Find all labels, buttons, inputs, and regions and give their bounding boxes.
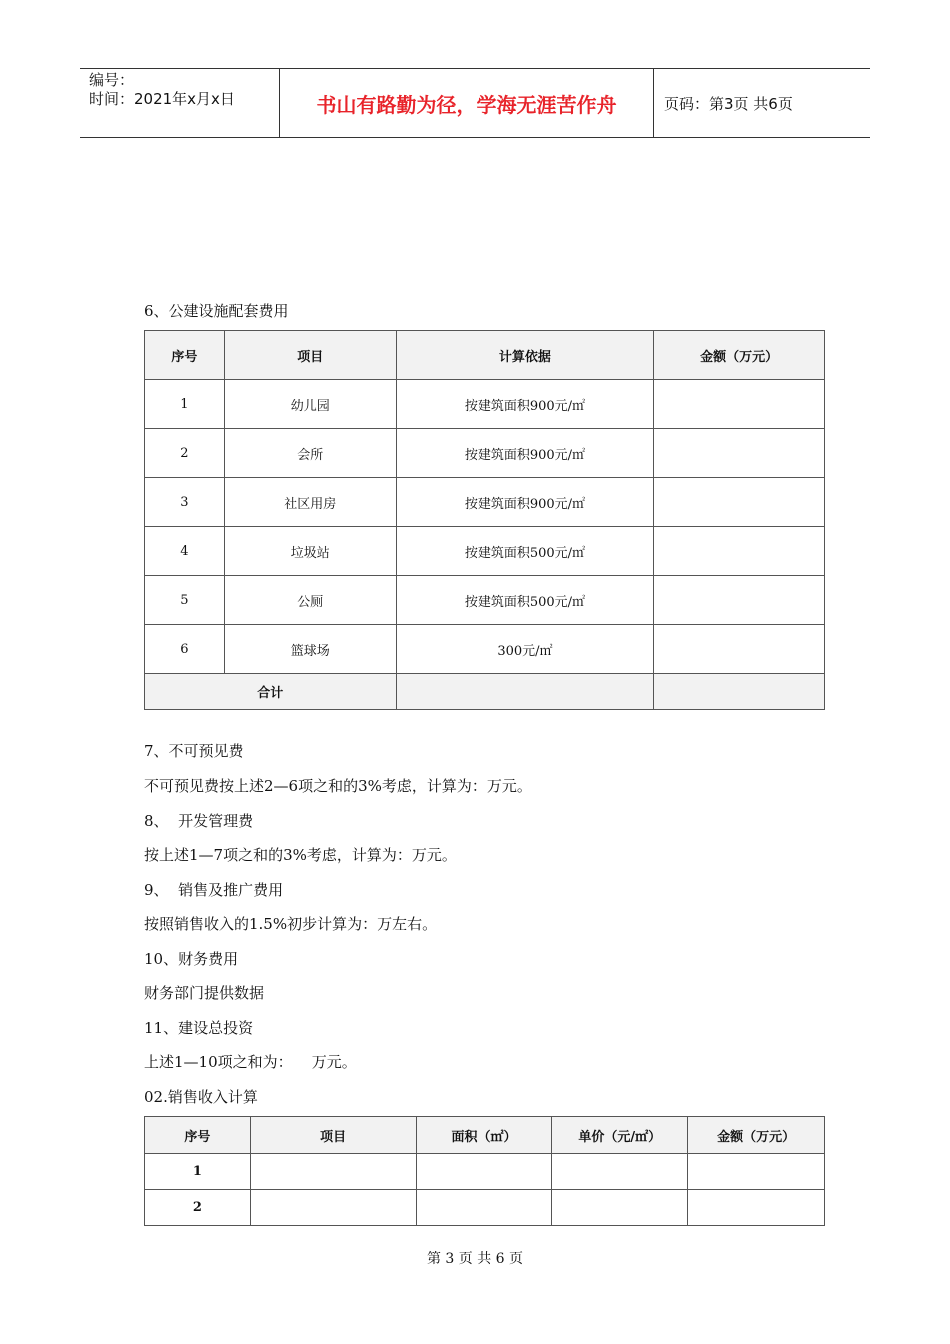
table-row: [145, 1154, 825, 1190]
row-basis: 按建筑面积500元/㎡: [396, 576, 654, 625]
col-header: 项目: [250, 1117, 416, 1154]
para-10-text: 财务部门提供数据: [144, 984, 265, 1002]
row-no: 1: [145, 1154, 251, 1190]
para-8-text: 按上述1—7项之和的3%考虑，计算为：万元。: [144, 846, 457, 864]
total-basis: [396, 674, 654, 710]
row-no: 6: [145, 625, 225, 674]
row-area: [416, 1154, 552, 1190]
row-no: 2: [145, 429, 225, 478]
row-amount: [654, 429, 825, 478]
table-row: [145, 478, 825, 527]
table-header-row: [145, 331, 825, 380]
table-row: [145, 625, 825, 674]
row-item: 社区用房: [224, 478, 396, 527]
col-header: 计算依据: [396, 331, 654, 380]
row-price: [552, 1154, 688, 1190]
para-9-title: 9、 销售及推广费用: [144, 881, 284, 899]
row-amount: [654, 478, 825, 527]
row-item: 公厕: [224, 576, 396, 625]
header-meta: [80, 69, 280, 137]
row-amount: [688, 1154, 825, 1190]
row-amount: [654, 576, 825, 625]
row-no: 5: [145, 576, 225, 625]
row-amount: [688, 1190, 825, 1226]
row-item: 垃圾站: [224, 527, 396, 576]
para-7-text: 不可预见费按上述2—6项之和的3%考虑，计算为：万元。: [144, 777, 532, 795]
table-row: [145, 380, 825, 429]
row-item: 幼儿园: [224, 380, 396, 429]
row-basis: 按建筑面积500元/㎡: [396, 527, 654, 576]
col-header: 项目: [224, 331, 396, 380]
para-11-text: 上述1—10项之和为： 万元。: [144, 1053, 357, 1071]
col-header: 序号: [145, 1117, 251, 1154]
row-basis: 按建筑面积900元/㎡: [396, 429, 654, 478]
header-page-info: 页码：第3页 共6页: [664, 94, 793, 113]
number-label: 编号：: [89, 71, 135, 89]
row-basis: 300元/㎡: [396, 625, 654, 674]
para-8-title: 8、 开发管理费: [144, 812, 254, 830]
row-no: 4: [145, 527, 225, 576]
table-header-row: [145, 1117, 825, 1154]
sales-section-title: 02.销售收入计算: [144, 1088, 258, 1106]
row-item: [250, 1190, 416, 1226]
section6-title: 6、公建设施配套费用: [144, 302, 289, 320]
para-11-title: 11、建设总投资: [144, 1019, 254, 1037]
row-basis: 按建筑面积900元/㎡: [396, 380, 654, 429]
table-row: [145, 576, 825, 625]
row-amount: [654, 527, 825, 576]
total-label: 合计: [145, 674, 397, 710]
para-7-title: 7、不可预见费: [144, 742, 244, 760]
sales-income-table: [144, 1116, 825, 1226]
time-label: 时间：2021年x月x日: [89, 90, 235, 108]
page-header: [80, 68, 870, 138]
row-price: [552, 1190, 688, 1226]
table-row: [145, 1190, 825, 1226]
row-item: 篮球场: [224, 625, 396, 674]
col-header: 序号: [145, 331, 225, 380]
col-header: 面积（㎡）: [416, 1117, 552, 1154]
row-basis: 按建筑面积900元/㎡: [396, 478, 654, 527]
col-header: 单价（元/㎡）: [552, 1117, 688, 1154]
col-header: 金额（万元）: [654, 331, 825, 380]
row-item: [250, 1154, 416, 1190]
row-area: [416, 1190, 552, 1226]
para-10-title: 10、财务费用: [144, 950, 239, 968]
total-amount: [654, 674, 825, 710]
row-item: 会所: [224, 429, 396, 478]
table-row: [145, 527, 825, 576]
para-9-text: 按照销售收入的1.5%初步计算为：万左右。: [144, 915, 438, 933]
row-no: 3: [145, 478, 225, 527]
header-motto: 书山有路勤为径，学海无涯苦作舟: [280, 69, 654, 137]
row-no: 2: [145, 1190, 251, 1226]
facility-cost-table: [144, 330, 825, 710]
row-no: 1: [145, 380, 225, 429]
row-amount: [654, 625, 825, 674]
page-footer: 第 3 页 共 6 页: [426, 1251, 524, 1267]
row-amount: [654, 380, 825, 429]
col-header: 金额（万元）: [688, 1117, 825, 1154]
table-total-row: [145, 674, 825, 710]
table-row: [145, 429, 825, 478]
